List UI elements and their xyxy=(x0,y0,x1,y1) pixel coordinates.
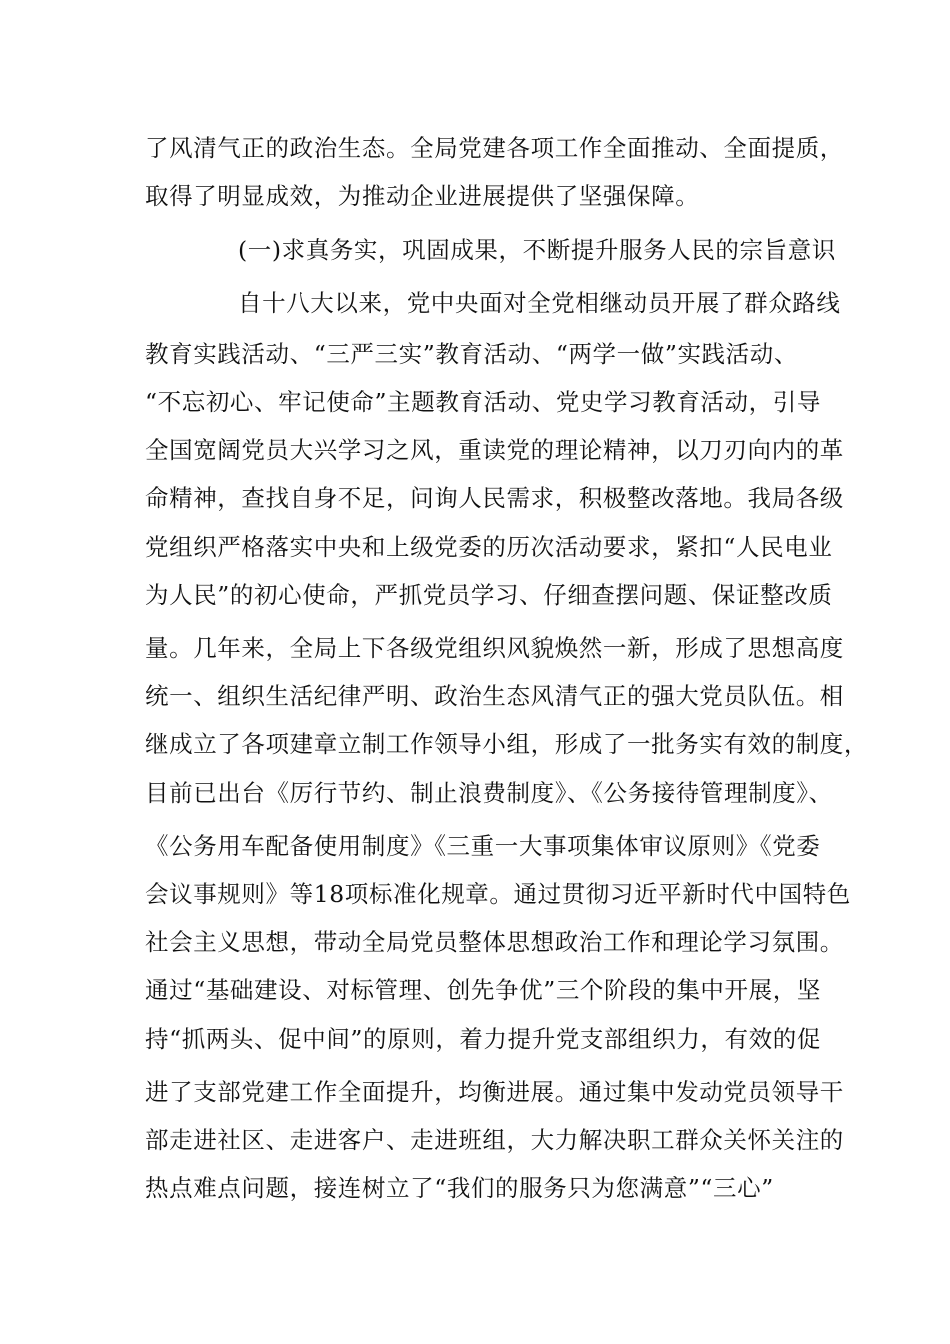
paragraph-line: 统一、组织生活纪律严明、政治生态风清气正的强大党员队伍。相 xyxy=(145,682,844,710)
paragraph-line: 取得了明显成效，为推动企业进展提供了坚强保障。 xyxy=(145,182,700,210)
paragraph-line: 全国宽阔党员大兴学习之风，重读党的理论精神，以刀刃向内的革 xyxy=(145,436,844,464)
paragraph-line: 命精神，查找自身不足，问询人民需求，积极整改落地。我局各级 xyxy=(145,484,844,512)
paragraph-line: 量。几年来，全局上下各级党组织风貌焕然一新，形成了思想高度 xyxy=(145,634,844,662)
paragraph-line: 持“抓两头、促中间”的原则，着力提升党支部组织力，有效的促 xyxy=(145,1025,821,1053)
paragraph-line: 自十八大以来，党中央面对全党相继动员开展了群众路线 xyxy=(238,289,841,317)
paragraph-line: 部走进社区、走进客户、走进班组，大力解决职工群众关怀关注的 xyxy=(145,1126,844,1154)
paragraph-line: 目前已出台《厉行节约、制止浪费制度》、《公务接待管理制度》、 xyxy=(145,779,833,807)
paragraph-line: 教育实践活动、“三严三实”教育活动、“两学一做”实践活动、 xyxy=(145,340,798,368)
paragraph-line: 会议事规则》等18项标准化规章。通过贯彻习近平新时代中国特色 xyxy=(145,880,851,908)
paragraph-line: 党组织严格落实中央和上级党委的历次活动要求，紧扣“人民电业 xyxy=(145,533,833,561)
section-heading: (一)求真务实，巩固成果，不断提升服务人民的宗旨意识 xyxy=(238,236,836,264)
paragraph-line: 热点难点问题，接连树立了“我们的服务只为您满意”“三心” xyxy=(145,1174,774,1202)
paragraph-line: 社会主义思想，带动全局党员整体思想政治工作和理论学习氛围。 xyxy=(145,928,844,956)
paragraph-line: “不忘初心、牢记使命”主题教育活动、党史学习教育活动，引导 xyxy=(145,388,821,416)
paragraph-line: 继成立了各项建章立制工作领导小组，形成了一批务实有效的制度， xyxy=(145,730,868,758)
paragraph-line: 了风清气正的政治生态。全局党建各项工作全面推动、全面提质， xyxy=(145,134,844,162)
paragraph-line: 通过“基础建设、对标管理、创先争优”三个阶段的集中开展，坚 xyxy=(145,976,821,1004)
paragraph-line: 为人民”的初心使命，严抓党员学习、仔细查摆问题、保证整改质 xyxy=(145,581,833,609)
paragraph-line: 《公务用车配备使用制度》《三重一大事项集体审议原则》《党委 xyxy=(145,832,821,860)
paragraph-line: 进了支部党建工作全面提升，均衡进展。通过集中发动党员领导干 xyxy=(145,1078,844,1106)
